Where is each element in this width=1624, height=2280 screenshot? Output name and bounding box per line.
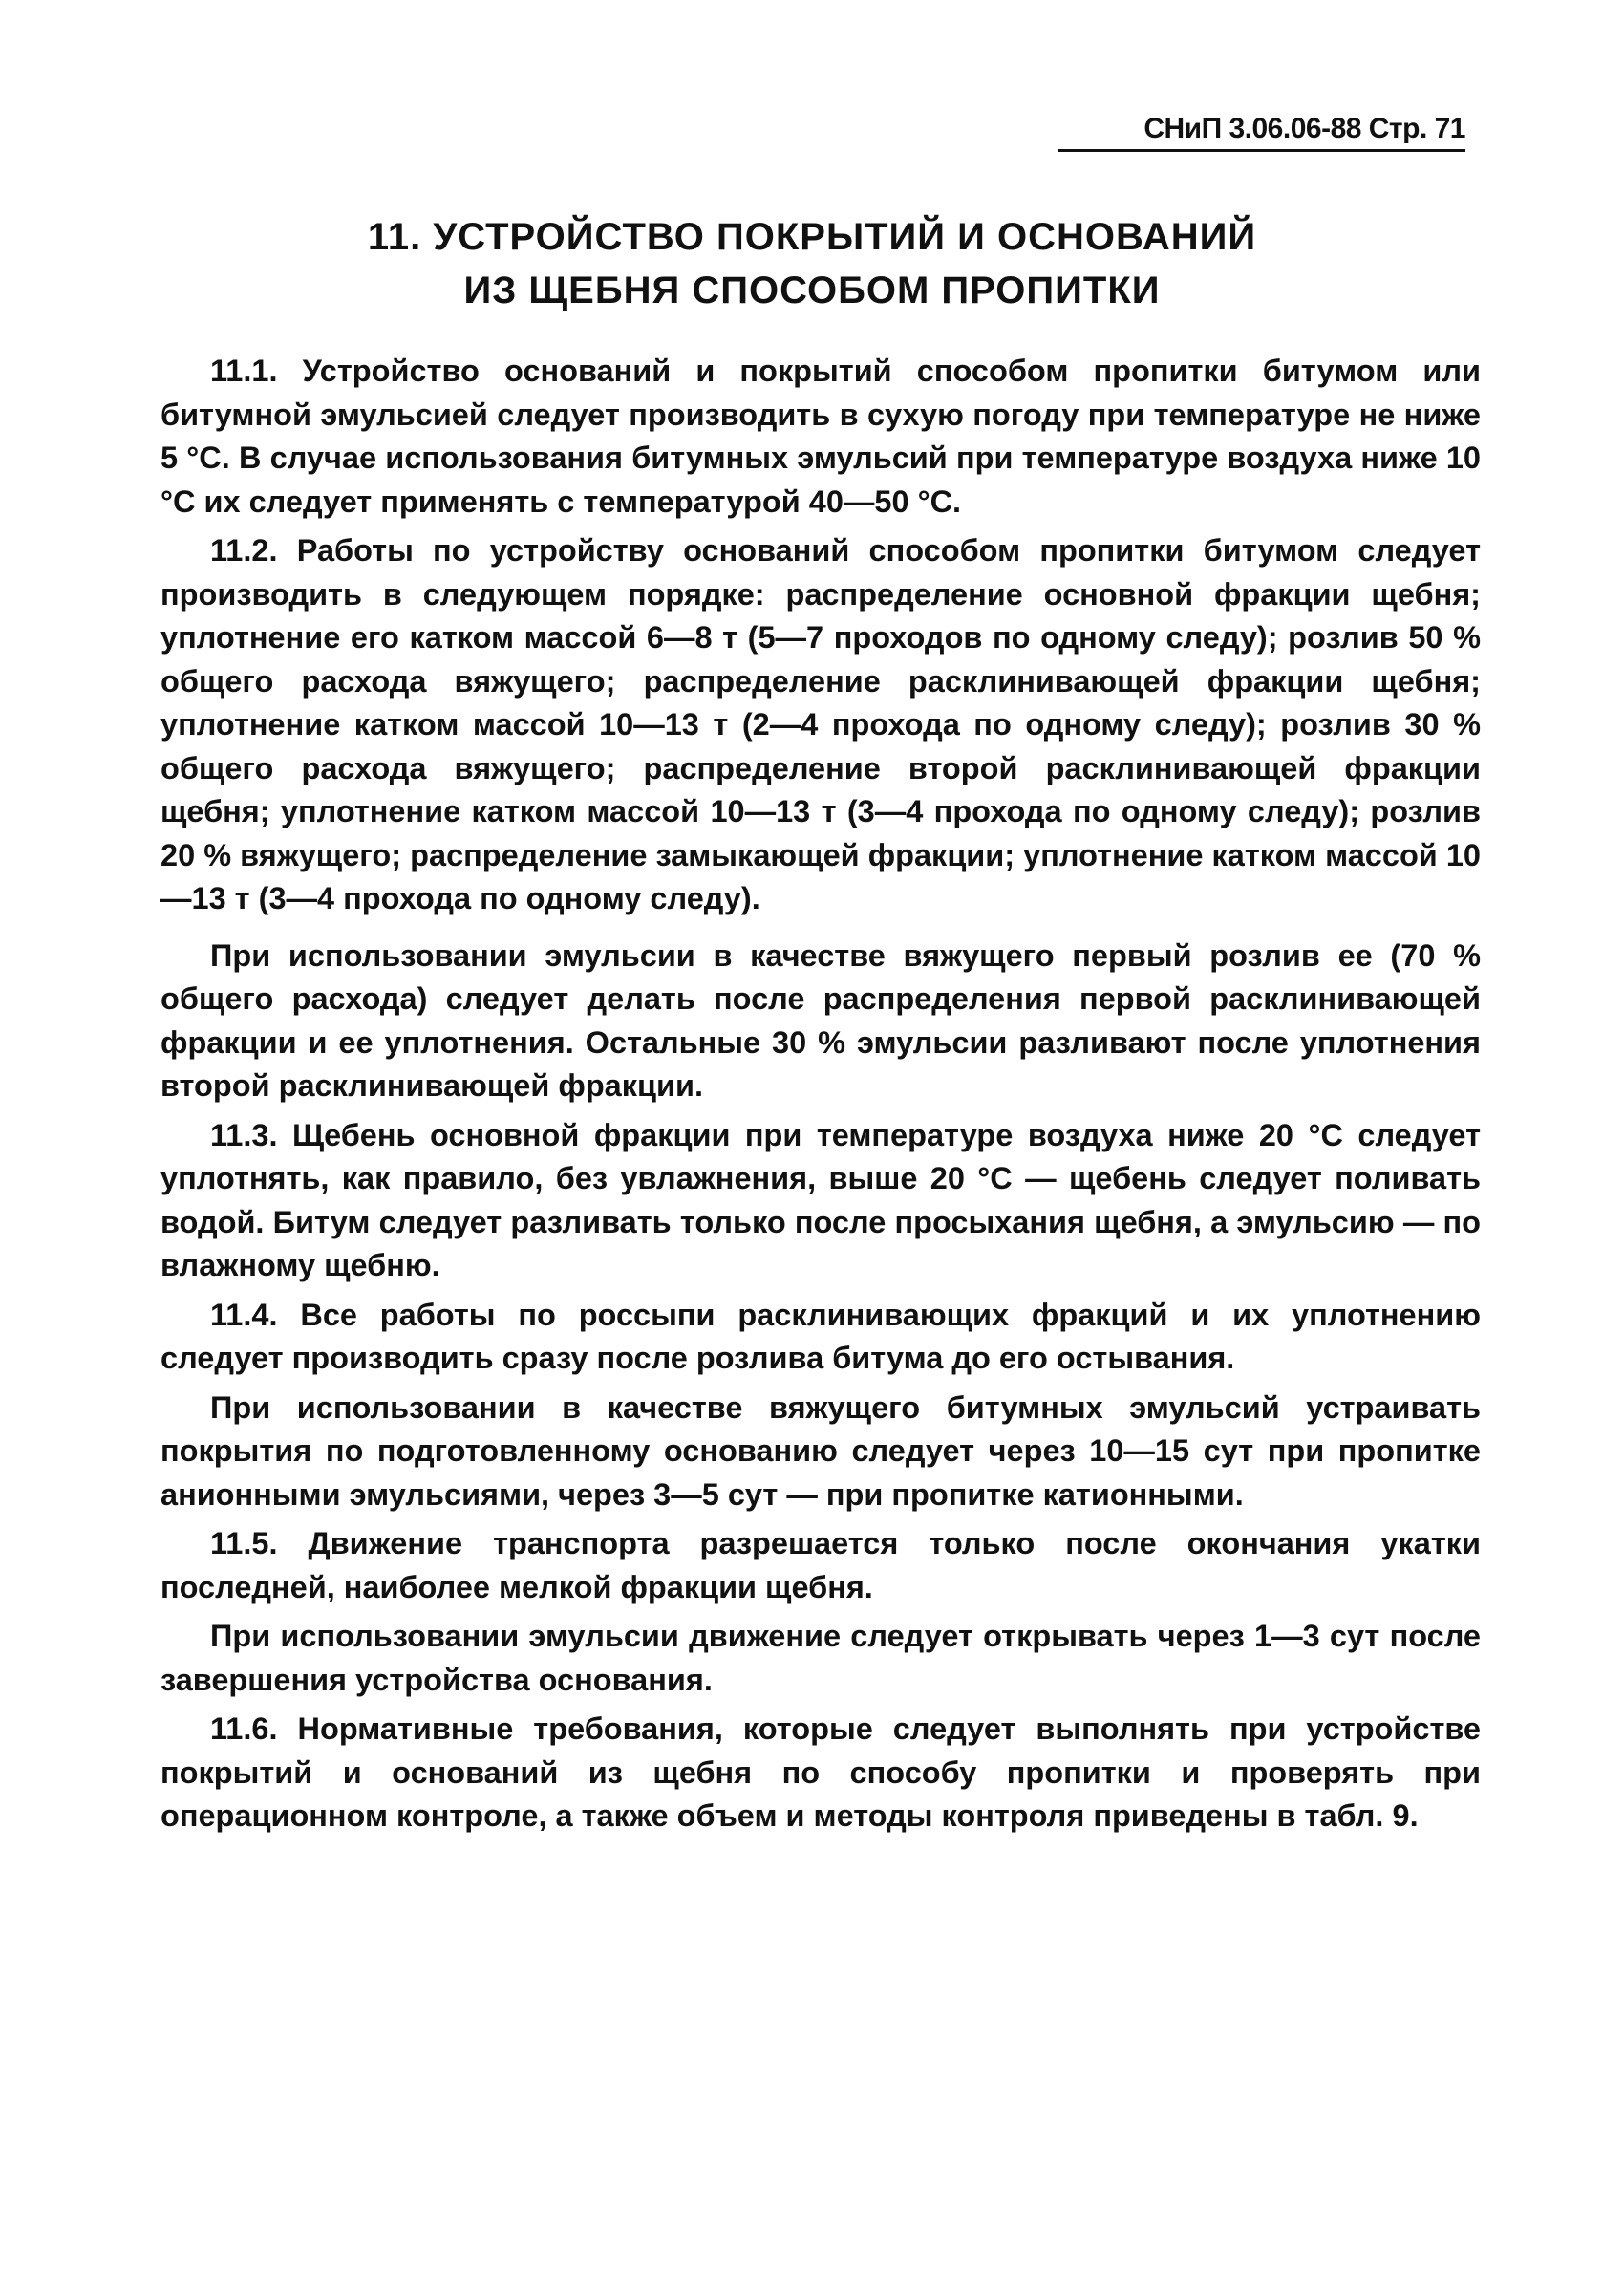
paragraph-number: 11.1. xyxy=(210,354,278,388)
section-title xyxy=(153,210,1471,317)
paragraph-11-1 xyxy=(160,350,1481,524)
paragraph-text: Нормативные требования, которые следует выполнять при устройстве покрытий и оснований из щебня по способу пропитки и проверять при операционном контроле, а также объем и методы контроля приведены в табл. 9. xyxy=(160,1711,1481,1833)
paragraph-11-3 xyxy=(160,1114,1481,1288)
paragraph-11-4 xyxy=(160,1294,1481,1381)
paragraph-11-5 xyxy=(160,1522,1481,1609)
paragraph-11-6 xyxy=(160,1708,1481,1839)
paragraph-emulsion-note xyxy=(160,935,1481,1108)
section-title-line-1: 11. УСТРОЙСТВО ПОКРЫТИЙ И ОСНОВАНИЙ xyxy=(367,216,1257,258)
section-title-line-2: ИЗ ЩЕБНЯ СПОСОБОМ ПРОПИТКИ xyxy=(463,269,1161,312)
paragraph-text: При использовании в качестве вяжущего битумных эмульсий устраивать покрытия по подготовленному основанию следует через 10—15 сут при пропитке анионными эмульсиями, через 3—5 сут — при пропитке катионными. xyxy=(160,1389,1481,1512)
running-header: СНиП 3.06.06-88 Стр. 71 xyxy=(1058,113,1465,152)
document-body xyxy=(160,350,1481,1844)
paragraph-text: При использовании эмульсии движение следует открывать через 1—3 сут после завершения устройства основания. xyxy=(160,1619,1481,1697)
paragraph-text: Движение транспорта разрешается только после окончания укатки последней, наиболее мелкой фракции щебня. xyxy=(160,1526,1481,1604)
paragraph-11-2 xyxy=(160,529,1481,921)
paragraph-number: 11.3. xyxy=(210,1117,278,1152)
paragraph-bitumen-emulsion-note xyxy=(160,1387,1481,1517)
paragraph-number: 11.4. xyxy=(210,1297,278,1332)
paragraph-text: Устройство оснований и покрытий способом пропитки битумом или битумной эмульсией следует производить в сухую погоду при температуре не ниже 5 °С. В случае использования битумных эмульсий при температуре воздуха ниже 10 °С их следует применять с температурой 40—50 °С. xyxy=(160,354,1481,519)
paragraph-number: 11.2. xyxy=(210,533,278,568)
paragraph-text: Работы по устройству оснований способом пропитки битумом следует производить в следующем порядке: распределение основной фракции щебня; уплотнение его катком массой 6—8 т (5—7 проходов по одному следу); розлив 50 % общего расхода вяжущего; распределение расклинивающей фракции щебня; уплотнение катком массой 10—13 т (2—4 прохода по одному следу); розлив 30 % общего расхода вяжущего; распределение второй расклинивающей фракции щебня; уплотнение катком массой 10—13 т (3—4 прохода по одному следу); розлив 20 % вяжущего; распределение замыкающей фракции; уплотнение катком массой 10—13 т (3—4 прохода по одному следу). xyxy=(160,533,1481,915)
paragraph-traffic-note xyxy=(160,1615,1481,1702)
paragraph-text: Щебень основной фракции при температуре воздуха ниже 20 °С следует уплотнять, как правило, без увлажнения, выше 20 °С — щебень следует поливать водой. Битум следует разливать только после просыхания щебня, а эмульсию — по влажному щебню. xyxy=(160,1117,1481,1282)
paragraph-number: 11.6. xyxy=(210,1711,278,1746)
paragraph-number: 11.5. xyxy=(210,1526,278,1560)
paragraph-text: Все работы по россыпи расклинивающих фракций и их уплотнению следует производить сразу после розлива битума до его остывания. xyxy=(160,1297,1481,1375)
paragraph-text: При использовании эмульсии в качестве вяжущего первый розлив ее (70 % общего расхода) следует делать после распределения первой расклинивающей фракции и ее уплотнения. Остальные 30 % эмульсии разливают после уплотнения второй расклинивающей фракции. xyxy=(160,937,1481,1103)
